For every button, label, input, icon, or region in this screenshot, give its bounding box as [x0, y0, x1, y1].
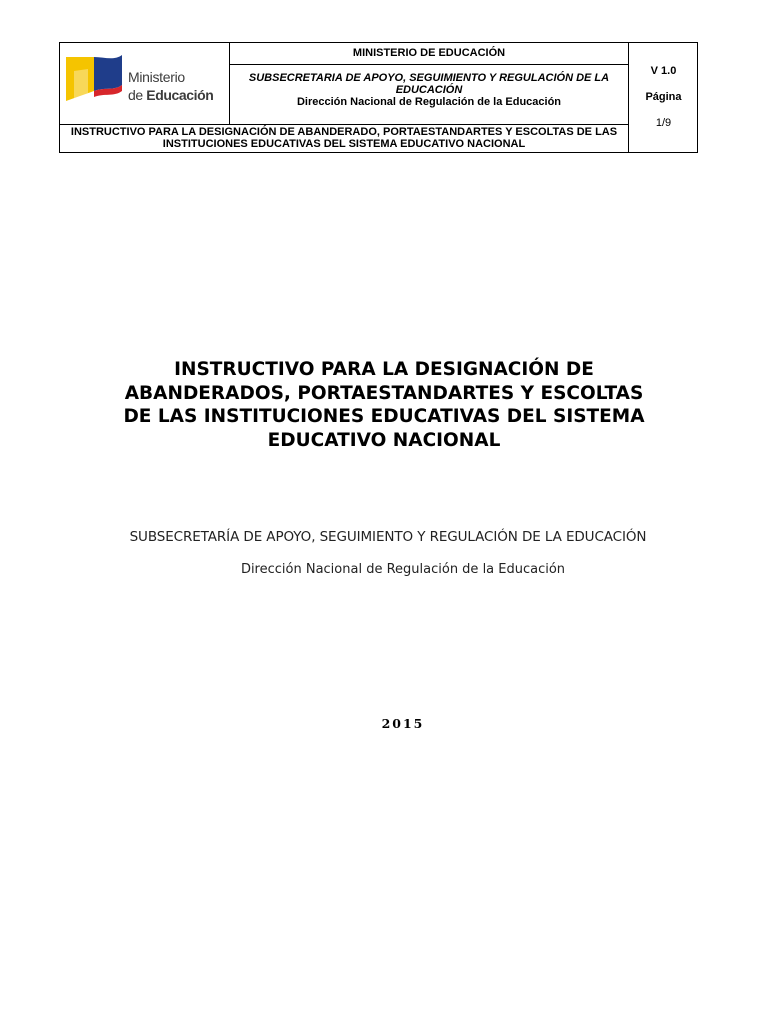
- title-line: INSTRUCTIVO PARA LA DESIGNACIÓN DE: [174, 359, 594, 380]
- version-page-cell: [629, 43, 698, 152]
- document-year: 2015: [381, 716, 425, 731]
- document-title: [84, 358, 684, 452]
- logo-text-educacion: de Educación: [128, 87, 214, 103]
- title-line: DE LAS INSTITUCIONES EDUCATIVAS DEL SISTEMA: [123, 406, 645, 427]
- ministerio-logo-icon: [64, 51, 128, 107]
- pagina-label: Página: [645, 91, 682, 103]
- header-title-cell: [230, 43, 629, 124]
- header-instructivo-title: INSTRUCTIVO PARA LA DESIGNACIÓN DE ABANDERADO, PORTAESTANDARTES Y ESCOLTAS DE LAS INSTITUCIONES EDUCATIVAS DEL SISTEMA EDUCATIVO NACIONAL: [60, 124, 629, 152]
- ministry-name: MINISTERIO DE EDUCACIÓN: [230, 43, 628, 65]
- document-subsecretaria: SUBSECRETARÍA DE APOYO, SEGUIMIENTO Y REGULACIÓN DE LA EDUCACIÓN: [129, 529, 647, 545]
- version-label: V 1.0: [650, 65, 677, 77]
- header-direccion: Dirección Nacional de Regulación de la Educación: [296, 96, 562, 108]
- title-line: EDUCATIVO NACIONAL: [267, 429, 501, 451]
- header-subsecretaria-block: [230, 65, 628, 108]
- document-direccion: Dirección Nacional de Regulación de la Educación: [240, 562, 566, 577]
- header-subsecretaria: SUBSECRETARIA DE APOYO, SEGUIMIENTO Y REGULACIÓN DE LA EDUCACIÓN: [248, 72, 610, 96]
- document-header-table: [59, 42, 698, 153]
- page-number: 1/9: [655, 117, 672, 129]
- logo-text-ministerio: Ministerio: [128, 69, 185, 85]
- title-line: ABANDERADOS, PORTAESTANDARTES Y ESCOLTAS: [124, 382, 644, 404]
- logo-cell: [60, 43, 230, 124]
